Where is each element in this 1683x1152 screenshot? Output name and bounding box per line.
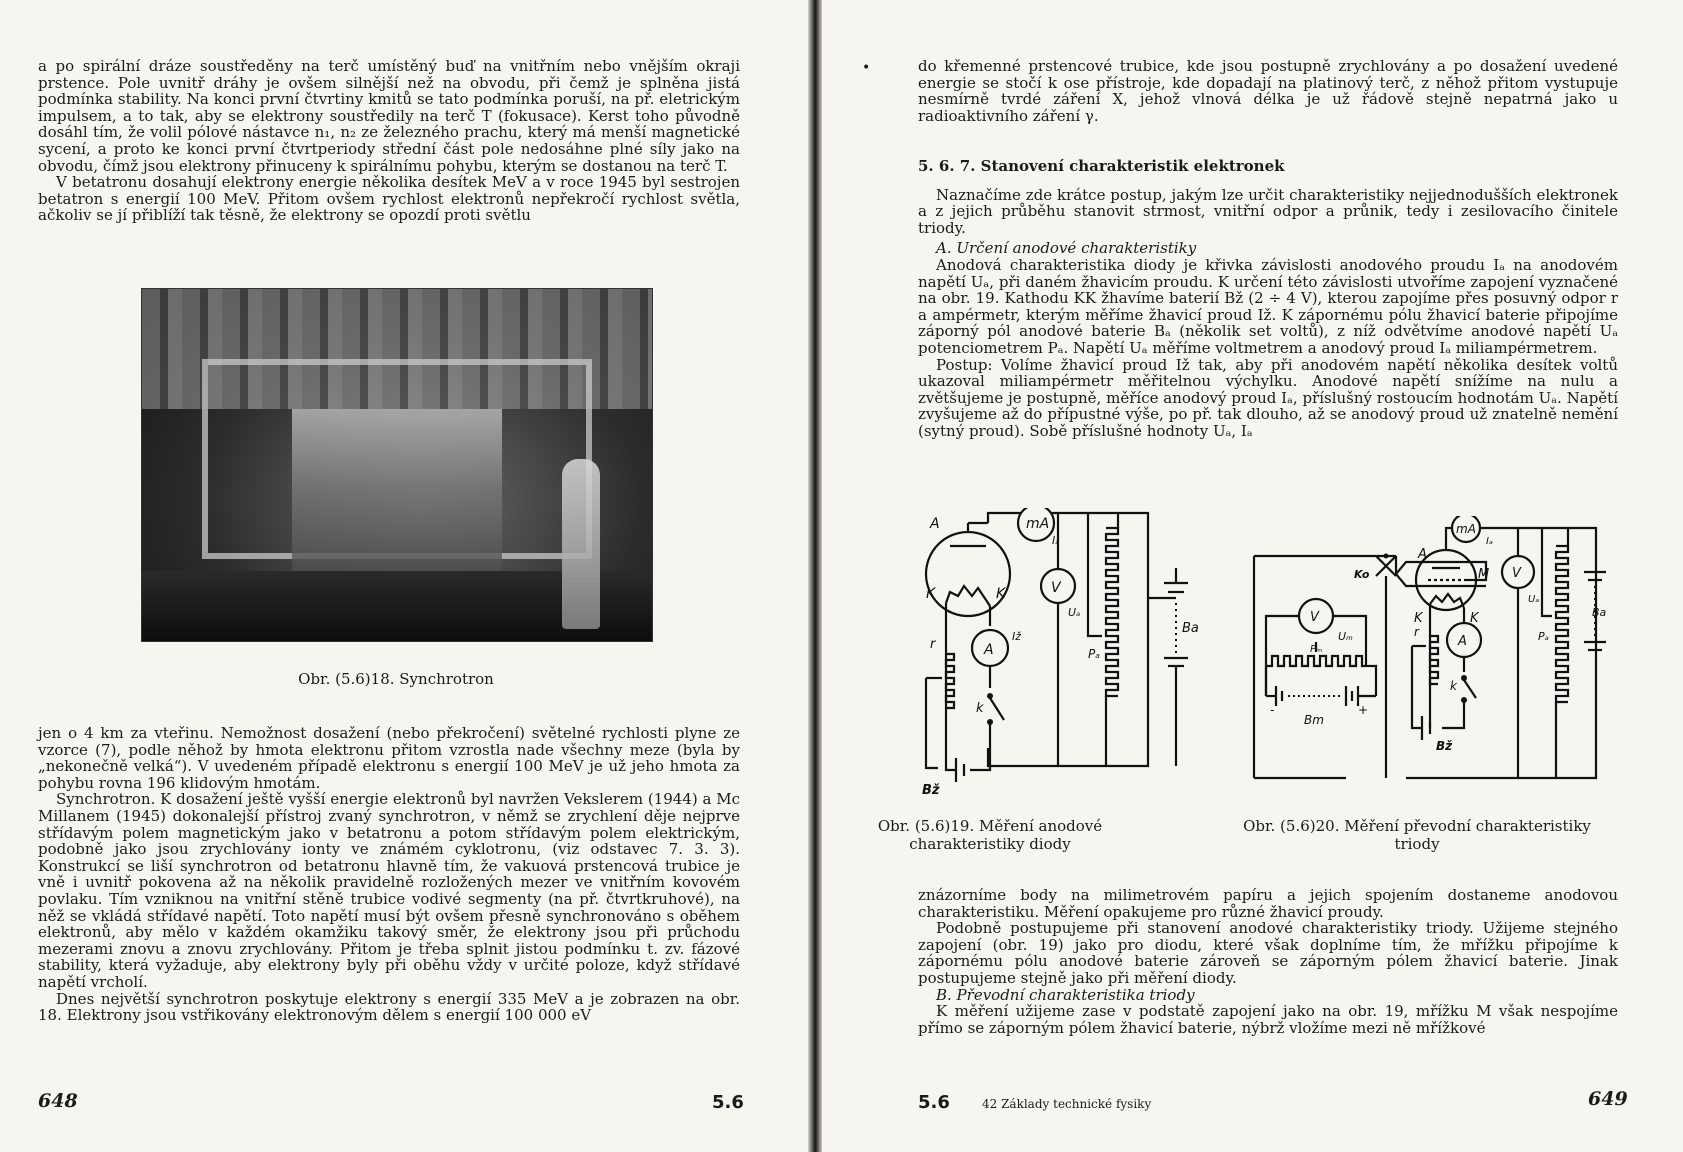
paragraph: Postup: Volíme žhavicí proud Iž tak, aby při anodovém napětí několika desítek voltů ukazoval miliampérmetr měřitelnou výchylku. Anodové napětí snížíme na nulu a zvětšujeme je postupně, měříce anodový proud Iₐ, příslušný rostoucím hodnotám Uₐ. Napětí zvyšujeme až do přípustné výše, po př. tak dlouho, až se anodový proud už znatelně nemění (sytný proud). Sobě příslušné hodnoty Uₐ, Iₐ xyxy=(918,355,1618,440)
paragraph: znázorníme body na milimetrovém papíru a jejich spojením dostaneme anodovou charakteristiku. Měření opakujeme pro různé žhavicí proudy. xyxy=(918,886,1618,921)
diagram-19-diode-circuit xyxy=(918,508,1210,813)
left-bottom-text xyxy=(38,725,740,1024)
label-grid-voltmeter: V xyxy=(1310,610,1319,625)
label-cathode-1: K xyxy=(1414,611,1423,626)
label-anode-current: Iₐ xyxy=(1486,536,1493,547)
label-potentiometer: Pₐ xyxy=(1538,630,1549,643)
section-heading: 5. 6. 7. Stanovení charakteristik elektronek xyxy=(918,157,1285,175)
left-top-text xyxy=(38,58,740,224)
paragraph: K měření užijeme zase v podstatě zapojení jako na obr. 19, mřížku M však nespojíme přímo se záporným pólem žhavicí baterie, nýbrž vložíme mezi ně mřížkové xyxy=(918,1002,1618,1037)
synchrotron-photo xyxy=(141,288,653,642)
label-plus: + xyxy=(1358,703,1369,717)
paragraph: Synchrotron. K dosažení ještě vyšší energie elektronů byl navržen Vekslerem (1944) a Mc Millanem (1945) dokonalejší přístroj zvaný synchrotron, v němž se zrychlení děje nejprve střídavým polem magnetickým jako v betatronu a potom střídavým polem elektrickým, podobně jako jsou zrychlovány ionty ve známém cyklotronu, (viz odstavec 7. 3. 3). Konstrukcí se liší synchrotron od betatronu hlavně tím, že vakuová prstencová trubice je vně i uvnitř pokovena až na několik pravidelně rozložených mezer ve vnitřním kovovém povlaku. Tím vzniknou na vnitřní stěně trubice vodivé segmenty (na př. čtvrtkruhové), na něž se vkládá střídavé napětí. Toto napětí musí být ovšem přesně synchronováno s oběhem elektronů, aby mělo v každém okamžiku takový směr, že elektrony jsou při průchodu mezerami znovu a znovu zrychlovány. Přitom je třeba splnit jistou podmínku t. zv. fázové stability, která vyžaduje, aby elektrony byly při oběhu vždy v určité poloze, když střídavé napětí vrcholí. xyxy=(38,790,740,991)
paragraph: do křemenné prstencové trubice, kde jsou postupně zrychlovány a po dosažení uvedené energie se stočí k ose přístroje, kde dopadají na platinový terč, z něhož přitom vystupuje nesmírně tvrdé záření X, jehož vlnová délka je už řádově stejně nepatrná jako u radioaktivního záření γ. xyxy=(918,57,1618,125)
label-anode-current: Iₐ xyxy=(1052,534,1060,547)
right-section-text xyxy=(918,158,1618,440)
label-ammeter: A xyxy=(1458,634,1467,649)
label-cathode-2: K xyxy=(1470,611,1479,626)
label-grid-potentiometer: Pₘ xyxy=(1310,644,1323,655)
label-switch-ko: Ko xyxy=(1354,568,1370,581)
right-bottom-text xyxy=(918,887,1618,1036)
label-grid-voltage: Uₘ xyxy=(1338,630,1353,643)
left-page xyxy=(0,0,808,1152)
right-top-text xyxy=(918,58,1618,124)
label-anode: A xyxy=(1418,547,1427,562)
paragraph: jen o 4 km za vteřinu. Nemožnost dosažení (nebo překročení) světelné rychlosti plyne ze vzorce (7), podle něhož by hmota elektronu přitom vzrostla nade všechny meze (byla by „nekonečně velká“). V uvedeném případě elektronu s energií 100 MeV je už jeho hmota za pohybu rovna 196 klidovým hmotám. xyxy=(38,724,740,792)
label-resistor: r xyxy=(930,637,936,652)
label-anode-voltage: Uₐ xyxy=(1528,594,1540,605)
label-anode-battery: Ba xyxy=(1182,621,1199,636)
label-switch: k xyxy=(1450,679,1457,693)
paragraph: a po spirální dráze soustředěny na terč umístěný buď na vnitřním nebo vnějším okraji prstence. Pole uvnitř dráhy je ovšem silnější než na obvodu, při čemž je splněna jistá podmínka stability. Na konci první čtvrtiny kmitů se tato podmínka poruší, na př. eletrickým impulsem, a to tak, aby se elektrony soustředily na terč T (fokusace). Kerst toho původně dosáhl tím, že volil pólové nástavce n₁, n₂ ze železného prachu, který má menší magnetické sycení, a proto ke konci první čtvrtperiody střední část pole nedosáhne plné síly jako na obvodu, čímž jsou elektrony přinuceny k spirálnímu pohybu, kterým se dostanou na terč T. xyxy=(38,57,740,175)
paragraph: V betatronu dosahují elektrony energie několika desítek MeV a v roce 1945 byl sestrojen betatron s energií 100 MeV. Přitom ovšem rychlost elektronů nepřekročí rychlost světla, ačkoliv se jí přiblíží tak těsně, že elektrony se opozdí proti světlu xyxy=(38,173,740,225)
label-milliammeter: mA xyxy=(1456,522,1476,536)
label-switch: k xyxy=(976,701,984,716)
label-resistor: r xyxy=(1414,625,1419,639)
label-heating-current: Iž xyxy=(1012,630,1022,643)
figure-caption-18: Obr. (5.6)18. Synchrotron xyxy=(298,670,494,688)
figure-caption-19: Obr. (5.6)19. Měření anodové charakteristiky diody xyxy=(877,817,1103,853)
paragraph: Naznačíme zde krátce postup, jakým lze určit charakteristiky nejjednodušších elektronek a z jejich průběhu stanovit strmost, vnitřní odpor a průnik, tedy i zesilovacího činitele triody. xyxy=(918,185,1618,237)
figure-caption-20: Obr. (5.6)20. Měření převodní charakteristiky triody xyxy=(1243,817,1591,853)
diagram-20-triode-circuit xyxy=(1246,516,1612,788)
label-minus: - xyxy=(1270,703,1275,717)
label-anode-voltage: Uₐ xyxy=(1068,606,1081,619)
right-page xyxy=(822,0,1683,1152)
paragraph: Anodová charakteristika diody je křivka závislosti anodového proudu Iₐ na anodovém napětí Uₐ, při daném žhavicím proudu. K určení této závislosti utvoříme zapojení vyznačené na obr. 19. Kathodu KK žhavíme baterií Bž (2 ÷ 4 V), kterou zapojíme přes posuvný odpor r a ampérmetr, kterým měříme žhavicí proud Iž. K zápornému pólu žhavicí baterie připojíme záporný pól anodové baterie Bₐ (několik set voltů), z níž odvětvíme anodové napětí Uₐ potenciometrem Pₐ. Napětí Uₐ měříme voltmetrem a anodový proud Iₐ miliampérmetrem. xyxy=(918,255,1618,357)
label-anode-battery: Ba xyxy=(1592,606,1607,619)
label-voltmeter: V xyxy=(1051,580,1061,596)
paragraph: Podobně postupujeme při stanovení anodové charakteristiky triody. Užijeme stejného zapojení (obr. 19) jako pro diodu, které však doplníme tím, že mřížku připojíme k zápornému pólu anodové baterie zároveň se záporným pólem žhavicí baterie. Jinak postupujeme stejně jako při měření diody. xyxy=(918,919,1618,987)
label-heating-battery: Bž xyxy=(1436,739,1453,753)
label-grid-battery: Bm xyxy=(1304,713,1324,727)
subsection-heading-b: B. Převodní charakteristika triody xyxy=(936,985,1195,1004)
label-heating-battery: Bž xyxy=(922,783,940,798)
label-milliammeter: mA xyxy=(1026,516,1050,532)
section-marker: 5.6 xyxy=(918,1092,950,1113)
label-ammeter: A xyxy=(984,642,994,658)
book-gutter xyxy=(808,0,822,1152)
section-marker: 5.6 xyxy=(712,1092,744,1113)
bullet-dot: • xyxy=(862,60,871,76)
label-cathode-2: K xyxy=(996,586,1006,602)
label-cathode-1: K xyxy=(926,586,936,602)
page-number: 649 xyxy=(1588,1088,1628,1110)
subsection-heading-a: A. Určení anodové charakteristiky xyxy=(936,239,1197,258)
label-anode: A xyxy=(930,516,940,532)
label-potentiometer: Pₐ xyxy=(1088,647,1100,661)
label-grid: M xyxy=(1478,567,1490,582)
footer-note: 42 Základy technické fysiky xyxy=(982,1097,1152,1111)
paragraph: Dnes největší synchrotron poskytuje elektrony s energií 335 MeV a je zobrazen na obr. 18. Elektrony jsou vstřikovány elektronovým dělem s energií 100 000 eV xyxy=(38,989,740,1025)
label-voltmeter: V xyxy=(1512,566,1521,581)
page-number: 648 xyxy=(38,1090,78,1112)
